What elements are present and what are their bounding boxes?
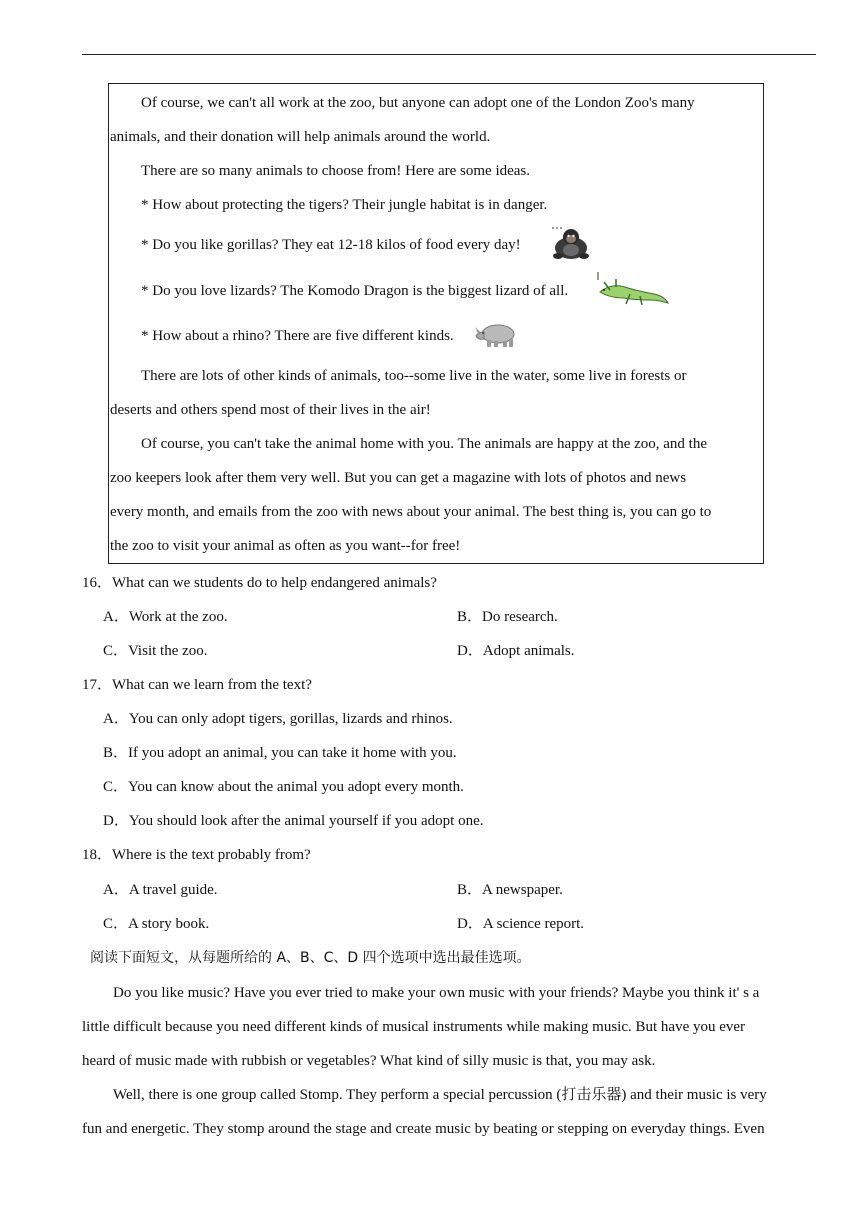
q16-option-c[interactable]: C．Visit the zoo.	[103, 643, 208, 659]
q18-option-c[interactable]: C．A story book.	[103, 916, 210, 932]
passage-a-line: Of course, we can't all work at the zoo, but anyone can adopt one of the London Zoo's many	[141, 95, 695, 111]
lizard-icon	[594, 270, 670, 308]
question-18-stem: 18．Where is the text probably from?	[82, 847, 311, 863]
q17-option-b[interactable]: B．If you adopt an animal, you can take it home with you.	[103, 745, 457, 761]
gorilla-icon	[550, 224, 592, 260]
passage-a-idea: * How about protecting the tigers? Their jungle habitat is in danger.	[141, 197, 548, 213]
header-rule	[82, 54, 816, 55]
passage-b-line: little difficult because you need different kinds of musical instruments while making music. But have you ever	[82, 1019, 746, 1035]
question-16-stem: 16．What can we students do to help endangered animals?	[82, 575, 437, 591]
passage-a-line: animals, and their donation will help animals around the world.	[110, 129, 491, 145]
section-instruction: 阅读下面短文，从每题所给的 A、B、C、D 四个选项中选出最佳选项。	[90, 950, 531, 966]
passage-a-line: every month, and emails from the zoo with news about your animal. The best thing is, you can go to	[110, 504, 712, 520]
passage-b-line: Do you like music? Have you ever tried to make your own music with your friends? Maybe you think it' s a	[113, 985, 760, 1001]
passage-a-line: deserts and others spend most of their lives in the air!	[110, 402, 431, 418]
passage-a-idea: * Do you like gorillas? They eat 12-18 kilos of food every day!	[141, 237, 521, 253]
passage-a-line: There are so many animals to choose from! Here are some ideas.	[141, 163, 531, 179]
passage-b-line: Well, there is one group called Stomp. They perform a special percussion (打击乐器) and their music is very	[113, 1087, 767, 1103]
passage-b-line: heard of music made with rubbish or vegetables? What kind of silly music is that, you may ask.	[82, 1053, 656, 1069]
passage-a-line: Of course, you can't take the animal home with you. The animals are happy at the zoo, and the	[141, 436, 707, 452]
question-17-stem: 17．What can we learn from the text?	[82, 677, 312, 693]
q16-option-b[interactable]: B．Do research.	[457, 609, 558, 625]
q18-option-d[interactable]: D．A science report.	[457, 916, 585, 932]
q16-option-d[interactable]: D．Adopt animals.	[457, 643, 575, 659]
passage-a-idea: * Do you love lizards? The Komodo Dragon is the biggest lizard of all.	[141, 283, 569, 299]
passage-a-line: There are lots of other kinds of animals, too--some live in the water, some live in forests or	[141, 368, 687, 384]
q18-option-b[interactable]: B．A newspaper.	[457, 882, 563, 898]
q17-option-d[interactable]: D．You should look after the animal yourself if you adopt one.	[103, 813, 484, 829]
passage-a-line: the zoo to visit your animal as often as you want--for free!	[110, 538, 461, 554]
rhino-icon	[474, 320, 518, 348]
q17-option-c[interactable]: C．You can know about the animal you adopt every month.	[103, 779, 464, 795]
q18-option-a[interactable]: A．A travel guide.	[103, 882, 218, 898]
passage-a-idea: * How about a rhino? There are five different kinds.	[141, 328, 454, 344]
passage-b-line: fun and energetic. They stomp around the stage and create music by beating or stepping on everyday things. Even	[82, 1121, 765, 1137]
q16-option-a[interactable]: A．Work at the zoo.	[103, 609, 228, 625]
passage-box	[108, 83, 764, 564]
q17-option-a[interactable]: A．You can only adopt tigers, gorillas, lizards and rhinos.	[103, 711, 453, 727]
passage-a-line: zoo keepers look after them very well. But you can get a magazine with lots of photos and news	[110, 470, 687, 486]
